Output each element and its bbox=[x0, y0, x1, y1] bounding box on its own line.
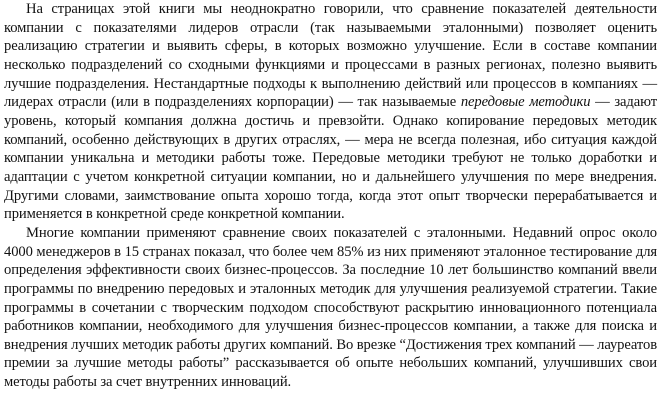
paragraph-1 bbox=[4, 0, 657, 224]
paragraph-1-text-start: На страницах этой книги мы неоднократно говорили, что сравнение показателей деятельности компании с показателями лидеров отрасли (так называемыми эталонными) позволяет оценить реализацию стратегии и выявить сферы, в которых возможно улучшение. Если в составе компании несколько подразделений со сходными функциями и процессами в разных регионах, полезно выявить лучшие подразделения. Нестандартные подходы к выполнению действий или процессов в компаниях — лидерах отрасли (или в подразделениях корпорации) — так называемые bbox=[4, 1, 657, 111]
emphasized-term: передовые методики bbox=[460, 94, 591, 111]
paragraph-1-text-end: — задают уровень, который компания должна достичь и превзойти. Однако копирование передовых методик компаний, особенно действующих в других отраслях, — мера не всегда полезная, ибо ситуация каждой компании уникальна и методики работы тоже. Передовые методики требуют не только доработки и адаптации с учетом конкретной ситуации компании, но и дальнейшего улучшения по мере внедрения. Другими словами, заимствование опыта хорошо тогда, когда этот опыт творчески перерабатывается и применяется в конкретной среде конкретной компании. bbox=[4, 94, 657, 223]
paragraph-2: Многие компании применяют сравнение своих показателей с эталонными. Недавний опрос около 4000 менеджеров в 15 странах показал, что более чем 85% из них применяют эталонное тестирование для определения эффективности своих бизнес-процессов. За последние 10 лет большинство компаний ввели программы по внедрению передовых и эталонных методик для улучшения реализуемой стратегии. Такие программы в сочетании с творческим подходом способствуют раскрытию инновационного потенциала работников компании, необходимого для улучшения бизнес-процессов компании, а также для поиска и внедрения лучших методик работы других компаний. Во врезке “Достижения трех компаний — лауреатов премии за лучшие методы работы” рассказывается об опыте небольших компаний, улучшивших свои методы работы за счет внутренних инноваций. bbox=[4, 224, 657, 391]
